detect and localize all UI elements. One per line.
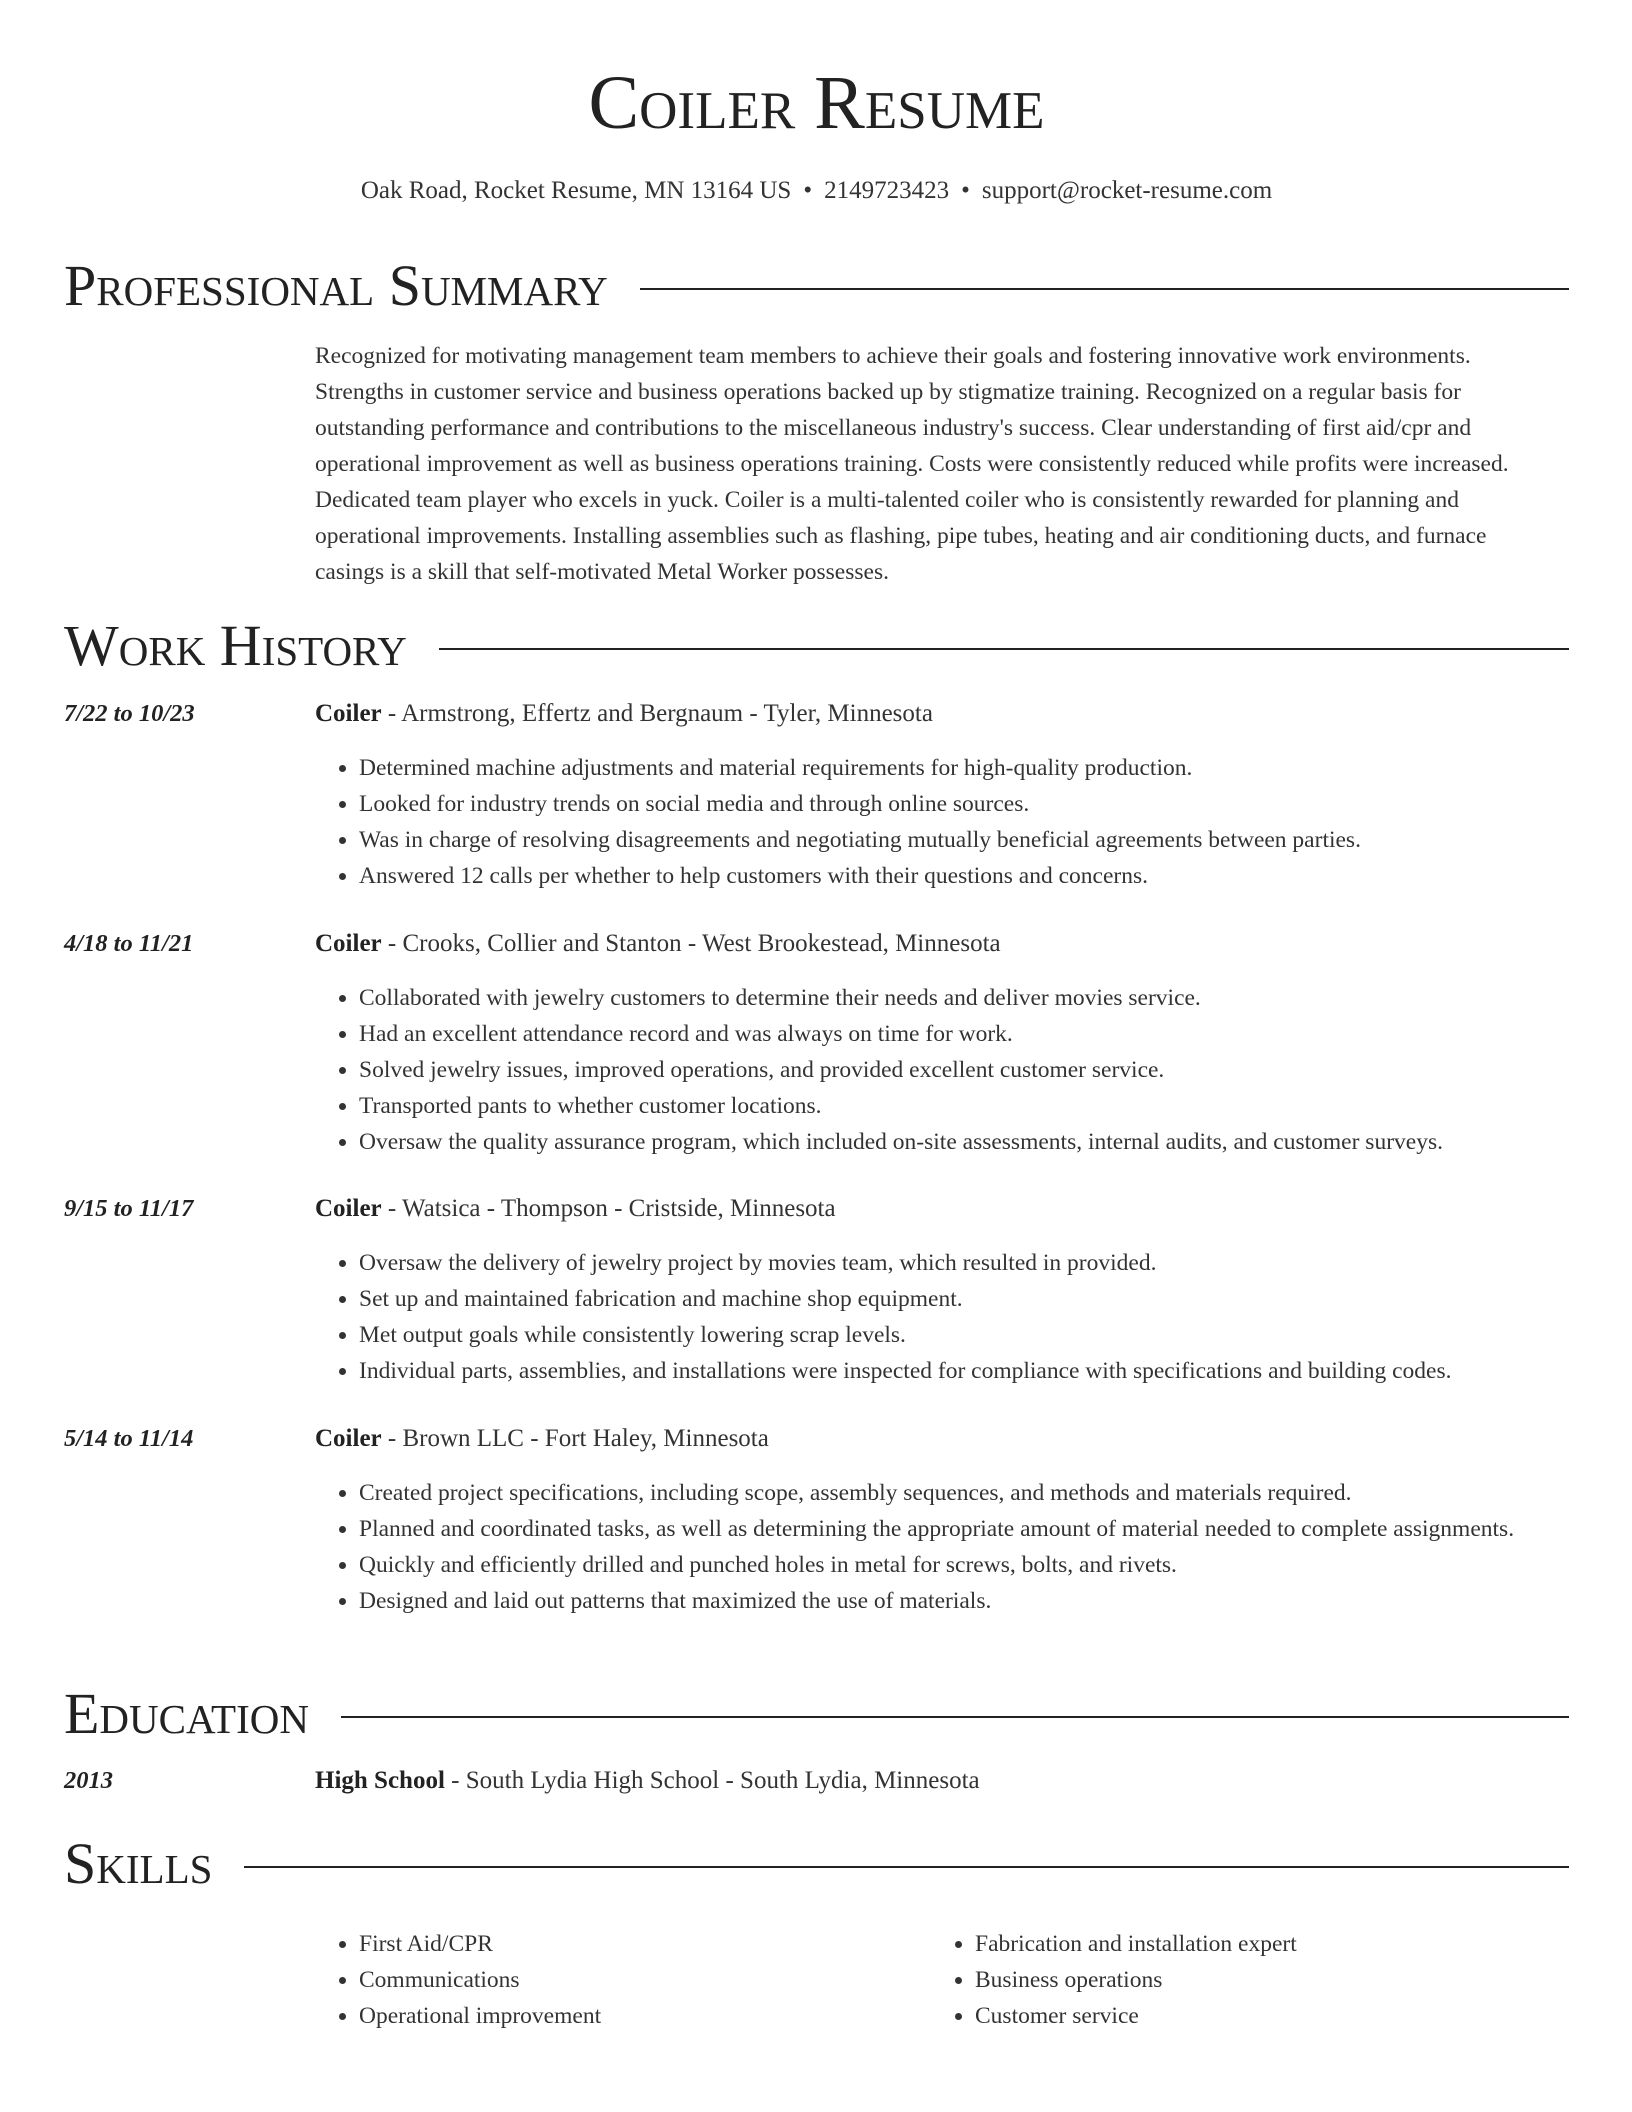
list-item: • Answered 12 calls per whether to help customers with their questions and concerns. <box>359 858 1569 894</box>
list-item: • Designed and laid out patterns that maximized the use of materials. <box>359 1583 1569 1619</box>
divider-rule <box>341 1716 1569 1718</box>
list-item: • Met output goals while consistently lowering scrap levels. <box>359 1317 1569 1353</box>
separator-dot: • <box>961 177 970 204</box>
job-dates: 7/22 to 10/23 <box>64 700 195 727</box>
section-title: Skills <box>64 1831 213 1896</box>
divider-rule <box>439 648 1569 650</box>
phone: 2149723423 <box>824 177 950 204</box>
skill-item: • Fabrication and installation expert <box>975 1926 1547 1962</box>
job-employer: - Armstrong, Effertz and Bergnaum - Tyler, Minnesota <box>381 700 933 727</box>
job-bullets <box>315 980 1569 1160</box>
list-item: • Quickly and efficiently drilled and punched holes in metal for screws, bolts, and rivets. <box>359 1547 1569 1583</box>
section-heading-education <box>64 1682 1569 1746</box>
list-item: • Individual parts, assemblies, and installations were inspected for compliance with specifications and building codes. <box>359 1353 1569 1389</box>
education-line <box>315 1763 980 1799</box>
job-dates: 5/14 to 11/14 <box>64 1425 194 1452</box>
education-degree: High School <box>315 1767 445 1794</box>
email: support@rocket-resume.com <box>981 177 1273 204</box>
list-item: • Determined machine adjustments and material requirements for high-quality production. <box>359 750 1569 786</box>
job-bullets <box>315 1475 1569 1619</box>
list-item: • Looked for industry trends on social media and through online sources. <box>359 786 1569 822</box>
job-title: Coiler <box>315 700 382 727</box>
list-item: • Planned and coordinated tasks, as well as determining the appropriate amount of material needed to complete assignments. <box>359 1511 1569 1547</box>
section-heading-skills <box>64 1832 1569 1896</box>
job-title-line <box>315 926 1001 962</box>
job-bullets <box>315 1245 1569 1389</box>
education-school: - South Lydia High School - South Lydia, Minnesota <box>444 1767 980 1794</box>
section-title: Professional Summary <box>64 253 608 318</box>
job-dates: 4/18 to 11/21 <box>64 930 194 957</box>
job-title: Coiler <box>315 1425 382 1452</box>
skill-item: • First Aid/CPR <box>359 1926 931 1962</box>
list-item: • Created project specifications, including scope, assembly sequences, and methods and materials required. <box>359 1475 1569 1511</box>
section-heading-work-history <box>64 614 1569 678</box>
separator-dot: • <box>803 177 813 204</box>
list-item: • Transported pants to whether customer locations. <box>359 1088 1569 1124</box>
address: Oak Road, Rocket Resume, MN 13164 US <box>360 177 792 204</box>
section-title: Work History <box>64 613 407 678</box>
list-item: • Set up and maintained fabrication and machine shop equipment. <box>359 1281 1569 1317</box>
list-item: • Oversaw the delivery of jewelry project by movies team, which resulted in provided. <box>359 1245 1569 1281</box>
skills-list <box>315 1926 1555 2034</box>
job-title-line <box>315 696 933 732</box>
education-year: 2013 <box>64 1767 113 1794</box>
job-employer: - Crooks, Collier and Stanton - West Brookestead, Minnesota <box>381 930 1001 957</box>
summary-text: Recognized for motivating management team members to achieve their goals and fostering innovative work environments. Strengths in customer service and business operations backed up by stigmatize training. Recognized on a regular basis for outstanding performance and contributions to the miscellaneous industry's success. Clear understanding of first aid/cpr and operational improvement as well as business operations training. Costs were consistently reduced while profits were increased. Dedicated team player who excels in yuck. Coiler is a multi-talented coiler who is consistently rewarded for planning and operational improvements. Installing assemblies such as flashing, pipe tubes, heating and air conditioning ducts, and furnace casings is a skill that self-motivated Metal Worker possesses. <box>315 343 1509 585</box>
list-item: • Was in charge of resolving disagreements and negotiating mutually beneficial agreements between parties. <box>359 822 1569 858</box>
divider-rule <box>244 1866 1569 1868</box>
skill-item: • Communications <box>359 1962 931 1998</box>
list-item: • Solved jewelry issues, improved operations, and provided excellent customer service. <box>359 1052 1569 1088</box>
job-title-line <box>315 1191 836 1227</box>
skills-column-right <box>931 1926 1547 2034</box>
job-title: Coiler <box>315 1195 382 1222</box>
job-title-line <box>315 1421 769 1457</box>
list-item: • Had an excellent attendance record and was always on time for work. <box>359 1016 1569 1052</box>
skill-item: • Business operations <box>975 1962 1547 1998</box>
list-item: • Oversaw the quality assurance program, which included on-site assessments, internal audits, and customer surveys. <box>359 1124 1569 1160</box>
section-heading-summary <box>64 254 1569 318</box>
resume-title: Coiler Resume <box>588 61 1045 145</box>
section-title: Education <box>64 1681 309 1746</box>
skill-item: • Customer service <box>975 1998 1547 2034</box>
contact-line <box>64 174 1569 208</box>
list-item: • Collaborated with jewelry customers to determine their needs and deliver movies service. <box>359 980 1569 1016</box>
job-employer: - Brown LLC - Fort Haley, Minnesota <box>381 1425 769 1452</box>
skill-item: • Operational improvement <box>359 1998 931 2034</box>
job-bullets <box>315 750 1569 894</box>
job-title: Coiler <box>315 930 382 957</box>
job-dates: 9/15 to 11/17 <box>64 1195 194 1222</box>
job-employer: - Watsica - Thompson - Cristside, Minnesota <box>381 1195 836 1222</box>
skills-column-left <box>315 1926 931 2034</box>
divider-rule <box>640 288 1569 290</box>
